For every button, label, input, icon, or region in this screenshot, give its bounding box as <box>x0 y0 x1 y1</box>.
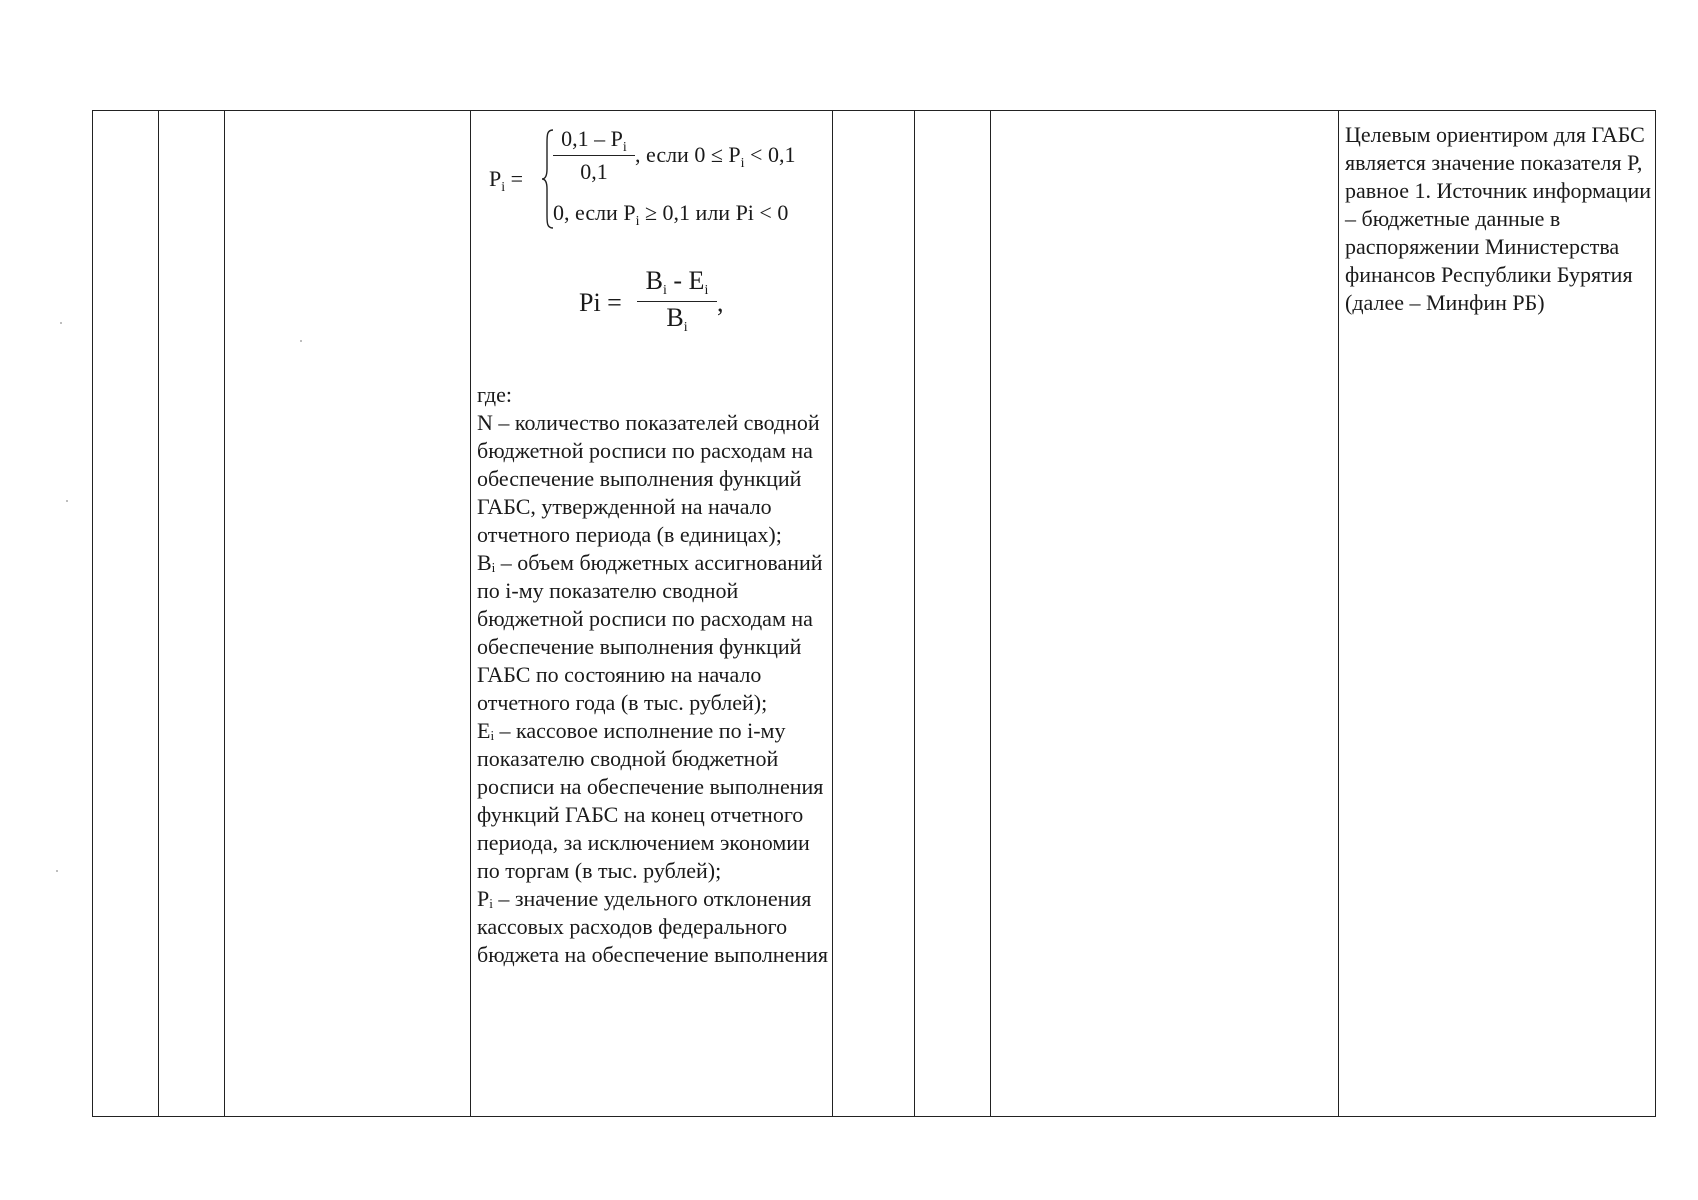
scan-speck <box>56 870 58 872</box>
table-column-1 <box>93 111 159 1116</box>
case1-condition: , если $0 \le P_i < 0,1$ <box>635 142 796 171</box>
formula-column <box>471 111 833 1116</box>
formula-case-1 <box>553 125 823 185</box>
table-column-5 <box>833 111 915 1116</box>
definitions-intro: где: <box>477 382 512 407</box>
ratio-numerator: $B_i - E_i$ <box>645 266 709 298</box>
variable-definitions <box>477 381 833 969</box>
scan-speck <box>300 340 302 342</box>
table-column-7 <box>991 111 1339 1116</box>
definition-p: Pᵢ – значение удельного отклонения кассовых расходов федерального бюджета на обеспечение выполнения <box>477 886 829 967</box>
fraction-bar <box>553 155 635 156</box>
notes-column <box>1339 111 1657 1116</box>
ratio-trailing-comma: , <box>717 288 724 317</box>
case1-fraction <box>553 125 635 186</box>
scan-speck <box>60 322 62 324</box>
table-column-2 <box>159 111 225 1116</box>
ratio-denominator: $B_i$ <box>666 303 688 335</box>
case1-numerator: $0,1 - P_i$ <box>561 126 627 155</box>
table-column-3 <box>225 111 471 1116</box>
piecewise-formula <box>489 123 819 233</box>
ratio-formula-lhs: Pi = <box>579 288 622 317</box>
case1-denominator: 0,1 <box>580 159 608 184</box>
definition-e: Eᵢ – кассовое исполнение по i-му показателю сводной бюджетной росписи на обеспечение выполнения функций ГАБС на конец отчетного периода, за исключением экономии по торгам (в тыс. рублей); <box>477 718 824 883</box>
ratio-fraction <box>637 267 717 336</box>
definition-n: N – количество показателей сводной бюджетной росписи по расходам на обеспечение выполнения функций ГАБС, утвержденной на начало отчетного периода (в единицах); <box>477 410 820 547</box>
scan-speck <box>66 500 68 502</box>
formula-lhs: $P_i$ = <box>489 166 524 195</box>
budget-indicator-table <box>92 110 1656 1117</box>
table-column-6 <box>915 111 991 1116</box>
fraction-bar <box>637 301 717 302</box>
target-note: Целевым ориентиром для ГАБС является значение показателя P, равное 1. Источник информации – бюджетные данные в распоряжении Министерства финансов Республики Бурятия (далее – Минфин РБ) <box>1345 122 1651 315</box>
definition-b: Bᵢ – объем бюджетных ассигнований по i-му показателю сводной бюджетной росписи по расходам на обеспечение выполнения функций ГАБС по состоянию на начало отчетного года (в тыс. рублей); <box>477 550 823 715</box>
formula-case-2: 0, если $P_i \ge 0,1$ или Pi < 0 <box>553 200 789 229</box>
ratio-formula <box>579 267 739 347</box>
